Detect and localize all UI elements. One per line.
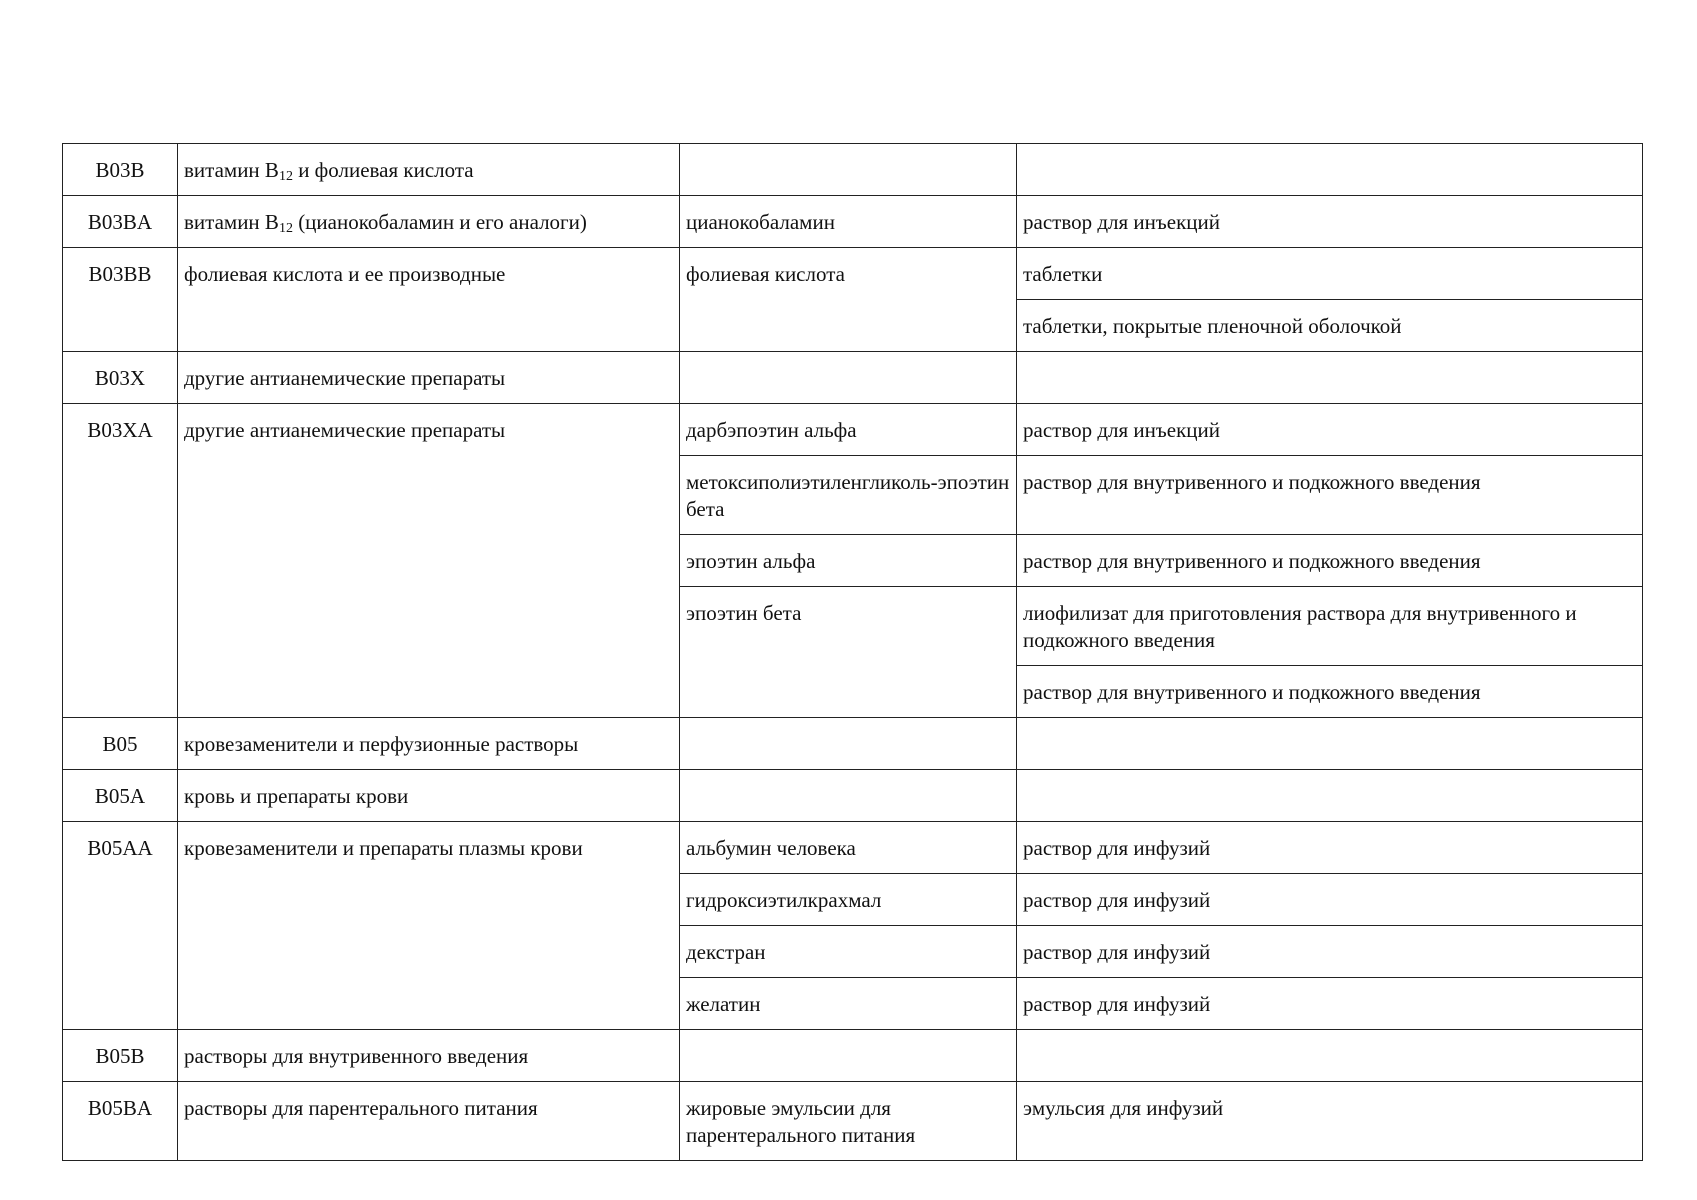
table-row xyxy=(63,144,1643,196)
table-row xyxy=(63,770,1643,822)
inn-name: желатин xyxy=(680,978,1017,1030)
inn-name: фолиевая кислота xyxy=(680,248,1017,352)
inn-name: гидроксиэтилкрахмал xyxy=(680,874,1017,926)
table-row xyxy=(63,822,1643,874)
atc-group: растворы для внутривенного введения xyxy=(178,1030,680,1082)
table-row xyxy=(63,404,1643,456)
atc-group: витамин $B_{12}$ (цианокобаламин и его аналоги) xyxy=(178,196,680,248)
dosage-form: раствор для инфузий xyxy=(1017,874,1643,926)
table-row xyxy=(63,248,1643,300)
atc-code: B03BA xyxy=(63,196,178,248)
dosage-form: раствор для инфузий xyxy=(1017,978,1643,1030)
dosage-form xyxy=(1017,1030,1643,1082)
atc-code: B03BB xyxy=(63,248,178,352)
dosage-form: раствор для внутривенного и подкожного введения xyxy=(1017,456,1643,535)
table-row xyxy=(63,1082,1643,1161)
atc-group: кровь и препараты крови xyxy=(178,770,680,822)
dosage-form: таблетки, покрытые пленочной оболочкой xyxy=(1017,300,1643,352)
table-row xyxy=(63,352,1643,404)
inn-name: дарбэпоэтин альфа xyxy=(680,404,1017,456)
atc-code: B05BA xyxy=(63,1082,178,1161)
table-row xyxy=(63,196,1643,248)
atc-code: B03X xyxy=(63,352,178,404)
inn-name: цианокобаламин xyxy=(680,196,1017,248)
atc-code: B03XA xyxy=(63,404,178,718)
atc-group: кровезаменители и препараты плазмы крови xyxy=(178,822,680,1030)
atc-group: кровезаменители и перфузионные растворы xyxy=(178,718,680,770)
atc-code: B05 xyxy=(63,718,178,770)
inn-name: метоксиполиэтиленгликоль-эпоэтин бета xyxy=(680,456,1017,535)
atc-code: B05A xyxy=(63,770,178,822)
dosage-form: эмульсия для инфузий xyxy=(1017,1082,1643,1161)
atc-code: B05B xyxy=(63,1030,178,1082)
atc-group: другие антианемические препараты xyxy=(178,404,680,718)
dosage-form xyxy=(1017,718,1643,770)
dosage-form xyxy=(1017,770,1643,822)
inn-name xyxy=(680,770,1017,822)
atc-group: другие антианемические препараты xyxy=(178,352,680,404)
dosage-form: раствор для инъекций xyxy=(1017,196,1643,248)
dosage-form xyxy=(1017,144,1643,196)
dosage-form xyxy=(1017,352,1643,404)
dosage-form: лиофилизат для приготовления раствора для внутривенного и подкожного введения xyxy=(1017,587,1643,666)
dosage-form: раствор для инфузий xyxy=(1017,926,1643,978)
atc-group: растворы для парентерального питания xyxy=(178,1082,680,1161)
atc-group: витамин $B_{12}$ и фолиевая кислота xyxy=(178,144,680,196)
inn-name: декстран xyxy=(680,926,1017,978)
inn-name: эпоэтин альфа xyxy=(680,535,1017,587)
drug-table xyxy=(62,143,1643,1161)
inn-name: жировые эмульсии для парентерального питания xyxy=(680,1082,1017,1161)
atc-code: B03B xyxy=(63,144,178,196)
dosage-form: раствор для внутривенного и подкожного введения xyxy=(1017,535,1643,587)
table-row xyxy=(63,718,1643,770)
inn-name xyxy=(680,718,1017,770)
dosage-form: раствор для внутривенного и подкожного введения xyxy=(1017,666,1643,718)
dosage-form: таблетки xyxy=(1017,248,1643,300)
dosage-form: раствор для инфузий xyxy=(1017,822,1643,874)
inn-name: эпоэтин бета xyxy=(680,587,1017,718)
inn-name xyxy=(680,1030,1017,1082)
dosage-form: раствор для инъекций xyxy=(1017,404,1643,456)
atc-code: B05AA xyxy=(63,822,178,1030)
inn-name xyxy=(680,352,1017,404)
table-row xyxy=(63,1030,1643,1082)
inn-name xyxy=(680,144,1017,196)
inn-name: альбумин человека xyxy=(680,822,1017,874)
atc-group: фолиевая кислота и ее производные xyxy=(178,248,680,352)
